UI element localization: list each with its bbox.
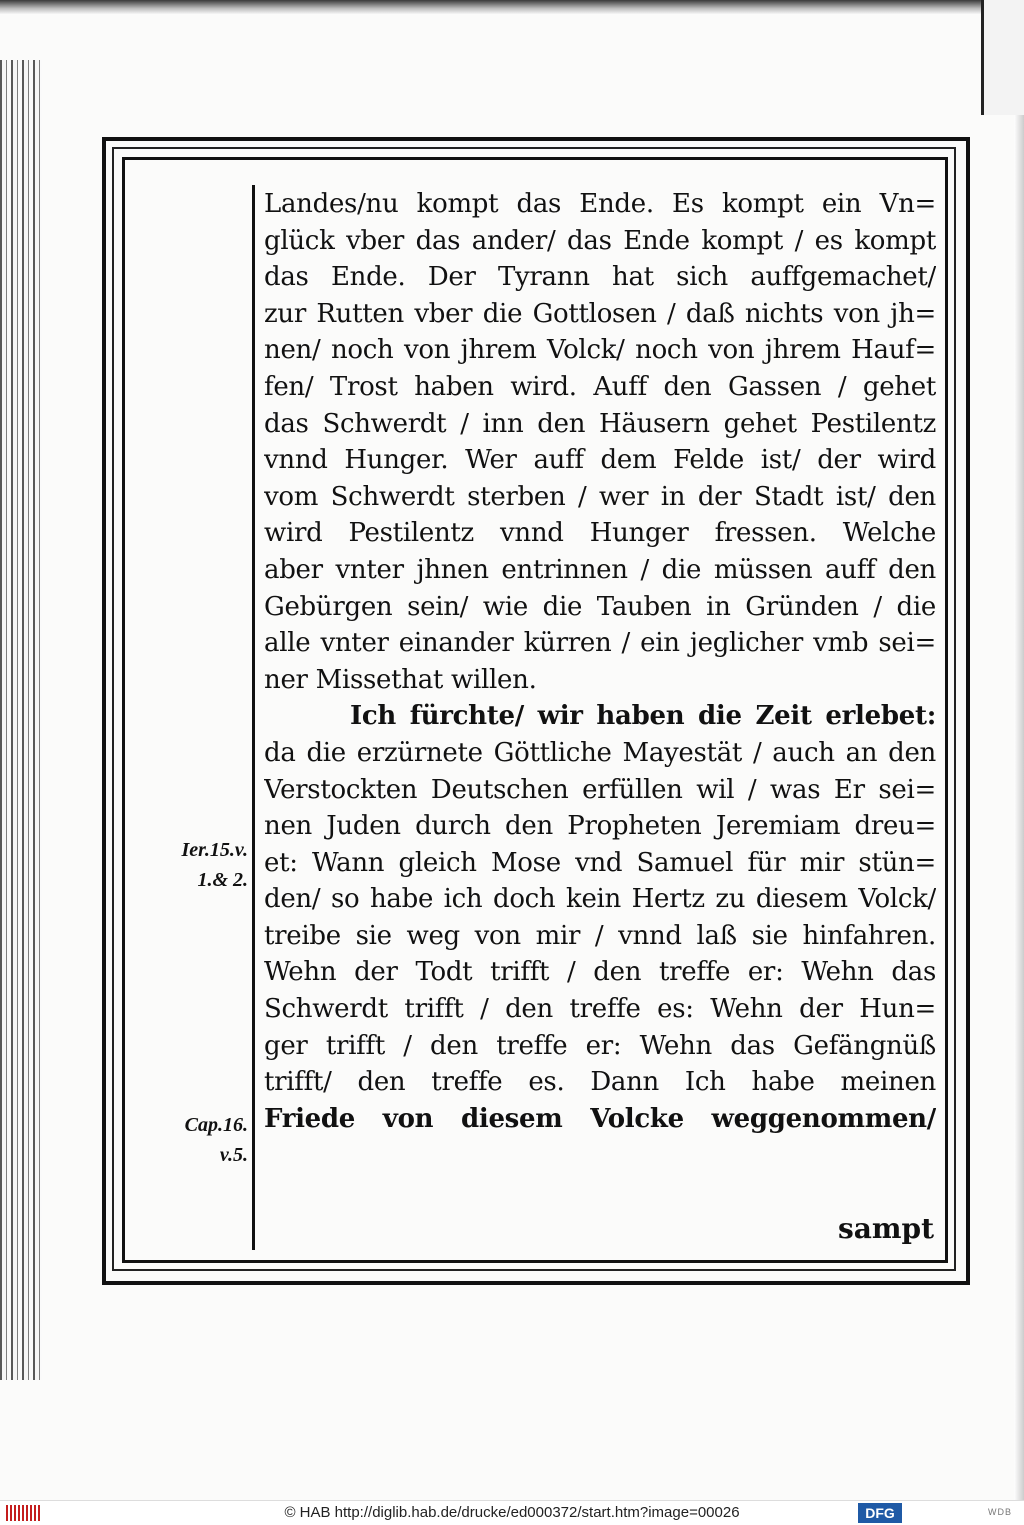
text-line: ner Missethat willen. <box>264 664 537 695</box>
text-line: da die erzürnete Göttliche Mayestät / auch an den <box>264 737 936 768</box>
scan-right-edge <box>981 0 1024 115</box>
text-line: nen/ noch von jhrem Volck/ noch von jhrem Hauf= <box>264 335 936 366</box>
catchword: sampt <box>837 1212 934 1245</box>
scan-right-shadow <box>1014 115 1024 1500</box>
margin-note-chapter-16 <box>140 1110 248 1170</box>
text-line: fen/ Trost haben wird. Auff den Gassen / gehet <box>264 371 936 402</box>
text-line: das Schwerdt / inn den Häusern gehet Pestilentz <box>264 408 936 439</box>
footer-copyright-link[interactable]: © HAB http://diglib.hab.de/drucke/ed000372/start.htm?image=00026 <box>284 1504 740 1521</box>
text-line: glück vber das ander/ das Ende kompt / es kompt <box>264 225 936 256</box>
text-line: vnnd Hunger. Wer auff dem Felde ist/ der wird <box>264 445 936 476</box>
margin-note-line: 1.& 2. <box>197 869 248 891</box>
text-line: et: Wann gleich Mose vnd Samuel für mir stün= <box>264 847 936 878</box>
text-line: aber vnter jhnen entrinnen / die müssen auff den <box>264 554 936 585</box>
text-line: Friede von diesem Volcke weggenommen/ <box>264 1103 936 1134</box>
scan-left-edge <box>0 60 42 1380</box>
text-line: das Ende. Der Tyrann hat sich auffgemachet/ <box>264 262 936 293</box>
margin-note-line: Ier.15.v. <box>181 839 248 861</box>
scan-top-edge <box>0 0 1024 14</box>
text-line: nen Juden durch den Propheten Jeremiam dreu= <box>264 811 936 842</box>
text-line: ger trifft / den treffe er: Wehn das Gefängnüß <box>264 1030 936 1061</box>
paragraph-heading-line: Ich fürchte/ wir haben die Zeit erlebet: <box>350 701 936 732</box>
text-line: zur Rutten vber die Gottlosen / daß nichts von jh= <box>264 298 936 329</box>
margin-note-line: v.5. <box>219 1144 248 1166</box>
wdb-label: WDB <box>988 1507 1012 1517</box>
margin-rule <box>252 185 255 1250</box>
text-line: alle vnter einander kürren / ein jeglicher vmb sei= <box>264 628 936 659</box>
text-line: Wehn der Todt trifft / den treffe er: Wehn das <box>264 957 936 988</box>
text-line: Schwerdt trifft / den treffe es: Wehn der Hun= <box>264 994 936 1025</box>
text-line: den/ so habe ich doch kein Hertz zu diesem Volck/ <box>264 884 936 915</box>
body-text <box>264 186 936 1137</box>
margin-note-jeremiah-15 <box>140 835 248 895</box>
text-line: vom Schwerdt sterben / wer in der Stadt ist/ den <box>264 481 936 512</box>
text-line: trifft/ den treffe es. Dann Ich habe meinen <box>264 1067 936 1098</box>
text-line: Landes/nu kompt das Ende. Es kompt ein Vn= <box>264 189 936 219</box>
text-line: Verstockten Deutschen erfüllen wil / was Er sei= <box>264 774 936 805</box>
dfg-logo-icon[interactable]: DFG <box>858 1503 902 1523</box>
text-line: wird Pestilentz vnnd Hunger fressen. Welche <box>264 518 936 549</box>
margin-note-line: Cap.16. <box>184 1114 248 1136</box>
viewer-footer <box>0 1500 1024 1525</box>
text-line: Gebürgen sein/ wie die Tauben in Gründen / die <box>264 591 936 622</box>
text-line: treibe sie weg von mir / vnnd laß sie hinfahren. <box>264 920 936 951</box>
